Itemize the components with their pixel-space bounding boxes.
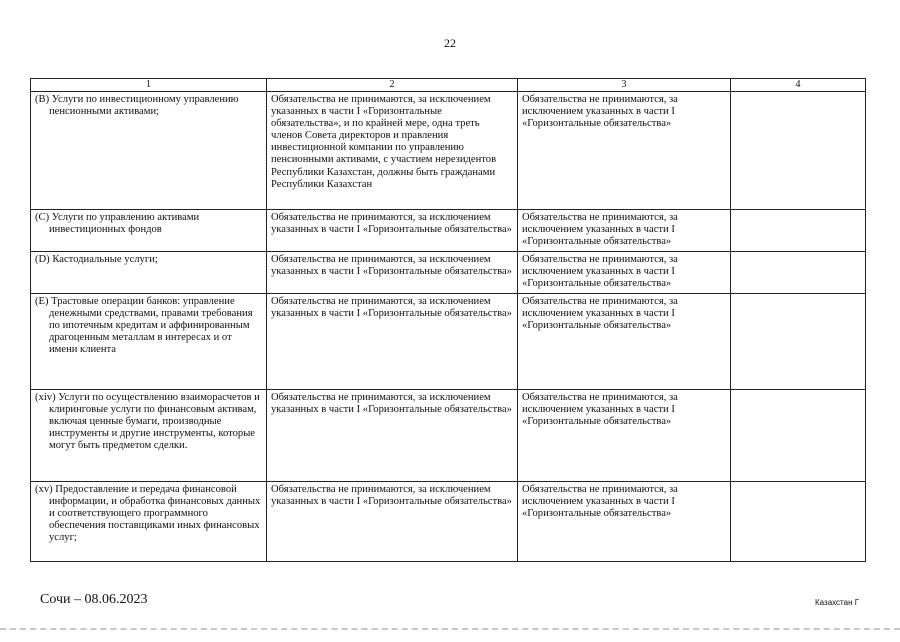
table-row [31,390,866,482]
table-row [31,252,866,294]
sector-cell: (C) Услуги по управлению активами инвестиционных фондов [31,210,267,252]
footer-country-tag: Казахстан Г [815,598,860,607]
additional-commitments-cell [731,390,866,482]
column-header-2: 2 [267,79,518,92]
column-header-4: 4 [731,79,866,92]
sector-cell: (B) Услуги по инвестиционному управлению пенсионными активами; [31,92,267,210]
market-access-cell: Обязательства не принимаются, за исключением указанных в части I «Горизонтальные обязательства» [267,294,518,390]
sector-cell: (xiv) Услуги по осуществлению взаиморасчетов и клиринговые услуги по финансовым активам, включая ценные бумаги, производные инструменты и другие инструменты, которые могут быть предметом сделки. [31,390,267,482]
page-number: 22 [444,36,456,50]
table-header-row [31,79,866,92]
additional-commitments-cell [731,252,866,294]
table-row [31,482,866,562]
additional-commitments-cell [731,294,866,390]
market-access-cell: Обязательства не принимаются, за исключением указанных в части I «Горизонтальные обязательства», и по крайней мере, одна треть членов Совета директоров и правления инвестиционной компании по управлению пенсионными активами, с участием нерезидентов Республики Казахстан, должны быть гражданами Республики Казахстан [267,92,518,210]
commitments-table [30,78,866,562]
sector-cell: (xv) Предоставление и передача финансовой информации, и обработка финансовых данных и соответствующего программного обеспечения поставщиками иных финансовых услуг; [31,482,267,562]
market-access-cell: Обязательства не принимаются, за исключением указанных в части I «Горизонтальные обязательства» [267,482,518,562]
national-treatment-cell: Обязательства не принимаются, за исключением указанных в части I «Горизонтальные обязательства» [518,294,731,390]
column-header-3: 3 [518,79,731,92]
additional-commitments-cell [731,210,866,252]
table-row [31,294,866,390]
national-treatment-cell: Обязательства не принимаются, за исключением указанных в части I «Горизонтальные обязательства» [518,252,731,294]
national-treatment-cell: Обязательства не принимаются, за исключением указанных в части I «Горизонтальные обязательства» [518,92,731,210]
sector-cell: (D) Кастодиальные услуги; [31,252,267,294]
market-access-cell: Обязательства не принимаются, за исключением указанных в части I «Горизонтальные обязательства» [267,390,518,482]
footer-place-date: Сочи – 08.06.2023 [40,592,148,607]
market-access-cell: Обязательства не принимаются, за исключением указанных в части I «Горизонтальные обязательства» [267,252,518,294]
sector-cell: (E) Трастовые операции банков: управление денежными средствами, правами требования по ипотечным кредитам и аффинированным драгоценным металлам в интересах и от имени клиента [31,294,267,390]
additional-commitments-cell [731,92,866,210]
column-header-1: 1 [31,79,267,92]
market-access-cell: Обязательства не принимаются, за исключением указанных в части I «Горизонтальные обязательства» [267,210,518,252]
national-treatment-cell: Обязательства не принимаются, за исключением указанных в части I «Горизонтальные обязательства» [518,210,731,252]
national-treatment-cell: Обязательства не принимаются, за исключением указанных в части I «Горизонтальные обязательства» [518,482,731,562]
table-row [31,210,866,252]
table-row [31,92,866,210]
national-treatment-cell: Обязательства не принимаются, за исключением указанных в части I «Горизонтальные обязательства» [518,390,731,482]
additional-commitments-cell [731,482,866,562]
